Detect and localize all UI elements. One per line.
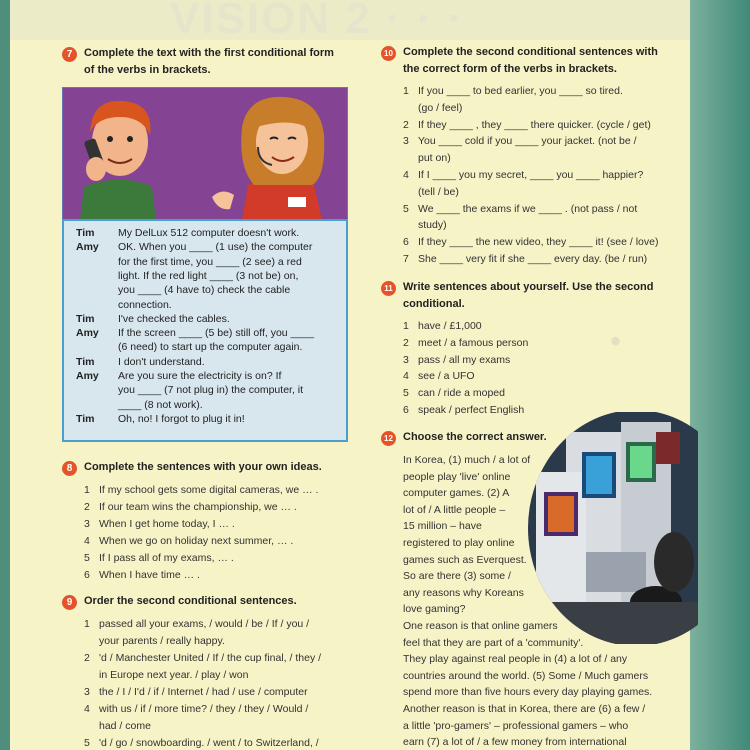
list-item (403, 385, 505, 402)
text-line: people play 'live' online (403, 470, 511, 483)
list-item (84, 533, 293, 550)
item-text: can / ride a moped (418, 387, 505, 400)
list-item (403, 368, 475, 385)
item-continuation: (go / feel) (418, 101, 463, 114)
text-line: In Korea, (1) much / a lot of (403, 454, 531, 466)
list-item (403, 83, 623, 100)
item-number: 4 (84, 535, 90, 547)
item-continuation: had / come (99, 720, 151, 732)
item-text: have / £1,000 (418, 320, 482, 332)
text-line: a little 'pro-gamers' – professional gamers – who (403, 719, 629, 732)
item-continuation: (tell / be) (418, 185, 459, 198)
dialog-text: I don't understand. (118, 355, 205, 368)
list-item (403, 117, 651, 134)
list-item (403, 402, 524, 419)
item-number: 1 (403, 85, 409, 97)
text-line: feel that they are part of a 'community'. (403, 636, 584, 649)
dialog-line (76, 269, 298, 283)
item-number: 5 (403, 202, 409, 215)
dialog-line (76, 383, 303, 397)
list-item (403, 251, 647, 268)
exercise-8-title: Complete the sentences with your own ideas. (84, 461, 322, 473)
item-number: 1 (403, 320, 409, 332)
dialog-text: ____ (8 not work). (118, 398, 203, 411)
dialog-speaker: Tim (76, 355, 95, 368)
dialog-speaker: Tim (76, 412, 95, 425)
item-continuation: in Europe next year. / play / won (99, 669, 249, 681)
item-text: If they ____ , they ____ there quicker. (cycle / get) (418, 118, 651, 131)
item-text: When I have time … . (99, 569, 200, 581)
item-text: If you ____ to bed earlier, you ____ so tired. (418, 85, 623, 97)
list-item (84, 735, 319, 750)
dialog-text: Are you sure the electricity is on? If (118, 370, 282, 382)
item-text: You ____ cold if you ____ your jacket. (not be / (418, 135, 637, 148)
item-text: see / a UFO (418, 370, 475, 383)
phone-call-illustration (62, 87, 348, 220)
exercise-number-8: 8 (62, 461, 77, 476)
list-item (84, 482, 318, 499)
dialog-text: you ____ (4 have to) check the cable (118, 284, 291, 297)
dialog-text: for the first time, you ____ (2 see) a red (118, 255, 302, 268)
item-number: 3 (403, 353, 409, 366)
exercise-number-7: 7 (62, 47, 77, 62)
dialog-text: If the screen ____ (5 be) still off, you ____ (118, 327, 314, 340)
list-item (403, 318, 482, 335)
item-number: 6 (403, 404, 409, 416)
dialog-line (76, 326, 314, 340)
dialog-text: OK. When you ____ (1 use) the computer (118, 241, 313, 254)
exercise-11-title: Write sentences about yourself. Use the second conditional. (403, 281, 654, 310)
item-number: 1 (84, 618, 90, 630)
exercise-number-10: 10 (381, 46, 396, 61)
list-item (84, 684, 308, 701)
dialog-line (76, 412, 245, 426)
item-number: 2 (84, 652, 90, 664)
text-line: So are there (3) some / (403, 570, 511, 583)
item-text: When I get home today, I … . (99, 518, 235, 530)
list-item (403, 167, 643, 184)
item-number: 7 (403, 253, 409, 265)
watermark-decoration: • (604, 324, 627, 359)
text-line: spend more than five hours every day playing games. (403, 686, 653, 699)
item-number: 4 (84, 703, 90, 715)
item-text: the / I / I'd / if / Internet / had / use / computer (99, 686, 308, 698)
text-line: love gaming? (403, 603, 466, 616)
item-number: 1 (84, 484, 90, 496)
item-continuation: put on) (418, 152, 451, 165)
list-item (84, 701, 308, 718)
list-item (403, 234, 658, 251)
dialog-line (76, 298, 172, 312)
list-item (84, 567, 200, 584)
dialog-text: connection. (118, 298, 172, 311)
exercise-7-title: Complete the text with the first conditional form of the verbs in brackets. (84, 47, 334, 76)
list-item (403, 133, 637, 150)
dialog-line (76, 312, 230, 326)
item-number: 3 (84, 518, 90, 530)
exercise-number-12: 12 (381, 431, 396, 446)
dialog-line (76, 398, 203, 412)
item-text: meet / a famous person (418, 336, 529, 349)
item-text: speak / perfect English (418, 404, 525, 416)
page-edge (690, 0, 750, 750)
faded-header-decoration: VISION 2 · · · (170, 0, 465, 43)
dialog-line (76, 255, 302, 269)
item-number: 5 (84, 552, 90, 564)
list-item (84, 650, 321, 667)
dialog-text: My DelLux 512 computer doesn't work. (118, 227, 300, 239)
item-number: 6 (403, 236, 409, 249)
list-item (84, 499, 297, 516)
item-text: If I ____ you my secret, ____ you ____ happier? (418, 169, 644, 181)
item-number: 2 (403, 118, 409, 131)
item-text: 'd / Manchester United / If / the cup final, / they / (99, 652, 322, 664)
item-text: pass / all my exams (418, 353, 511, 366)
dialog-line (76, 226, 299, 240)
dialog-speaker: Amy (76, 370, 99, 382)
item-text: with us / if / more time? / they / they / Would / (99, 703, 309, 715)
item-number: 5 (403, 387, 409, 400)
text-line: One reason is that online gamers (403, 620, 558, 632)
exercise-10-title: Complete the second conditional sentences with the correct form of the verbs in brackets. (403, 46, 658, 75)
item-text: If they ____ the new video, they ____ it! (see / love) (418, 236, 659, 249)
item-continuation: study) (418, 219, 447, 232)
dialog-speaker: Tim (76, 312, 95, 325)
text-line: computer games. (2) A (403, 487, 510, 500)
list-item (84, 550, 234, 567)
text-line: Another reason is that in Korea, there are (6) a few / (403, 703, 646, 715)
list-item (84, 616, 309, 633)
item-continuation: your parents / really happy. (99, 635, 225, 647)
exercise-9-title: Order the second conditional sentences. (84, 595, 297, 607)
item-number: 4 (403, 370, 409, 383)
dialog-speaker: Amy (76, 327, 99, 340)
list-item (84, 516, 235, 533)
text-line: They play against real people in (4) a lot of / any (403, 653, 628, 666)
exercise-12-title: Choose the correct answer. (403, 431, 547, 443)
dialog-line (76, 369, 281, 383)
item-number: 3 (403, 135, 409, 148)
dialog-text: I've checked the cables. (118, 312, 230, 325)
item-text: When we go on holiday next summer, … . (99, 535, 294, 547)
text-line: registered to play online (403, 537, 515, 549)
text-line: any reasons why Koreans (403, 586, 524, 599)
dialog-line (76, 355, 205, 369)
item-text: If our team wins the championship, we … . (99, 501, 297, 513)
item-number: 6 (84, 569, 90, 581)
dialog-speaker: Amy (76, 241, 99, 254)
arcade-photo (526, 412, 698, 644)
list-item (403, 352, 510, 369)
item-number: 2 (84, 501, 90, 513)
item-number: 4 (403, 169, 409, 181)
text-line: countries around the world. (5) Some / Much gamers (403, 669, 649, 682)
dialog-text: light. If the red light ____ (3 not be) on, (118, 269, 299, 282)
text-line: 15 million – have (403, 520, 482, 533)
dialog-line (76, 340, 302, 354)
item-text: passed all your exams, / would / be / If / you / (99, 618, 310, 630)
dialog-text: Oh, no! I forgot to plug it in! (118, 412, 245, 425)
item-number: 3 (84, 686, 90, 698)
dialog-speaker: Tim (76, 227, 95, 239)
item-text: 'd / go / snowboarding. / went / to Switzerland, / (99, 737, 319, 749)
text-line: lot of / A little people – (403, 503, 506, 516)
dialog-line (76, 283, 290, 297)
item-number: 5 (84, 737, 90, 749)
exercise-number-11: 11 (381, 281, 396, 296)
text-line: earn (7) a lot of / a few money from international (403, 736, 627, 749)
exercise-number-9: 9 (62, 595, 77, 610)
text-line: games such as Everquest. (403, 553, 527, 566)
dialog-text: you ____ (7 not plug in) the computer, it (118, 384, 304, 397)
item-number: 2 (403, 336, 409, 349)
dialog-text: (6 need) to start up the computer again. (118, 341, 303, 354)
list-item (403, 335, 528, 352)
dialog-line (76, 240, 312, 254)
item-text: We ____ the exams if we ____ . (not pass / not (418, 202, 638, 215)
item-text: If I pass all of my exams, … . (99, 552, 234, 564)
item-text: If my school gets some digital cameras, we … . (99, 484, 319, 496)
list-item (403, 201, 637, 218)
item-text: She ____ very fit if she ____ every day. (be / run) (418, 253, 648, 265)
